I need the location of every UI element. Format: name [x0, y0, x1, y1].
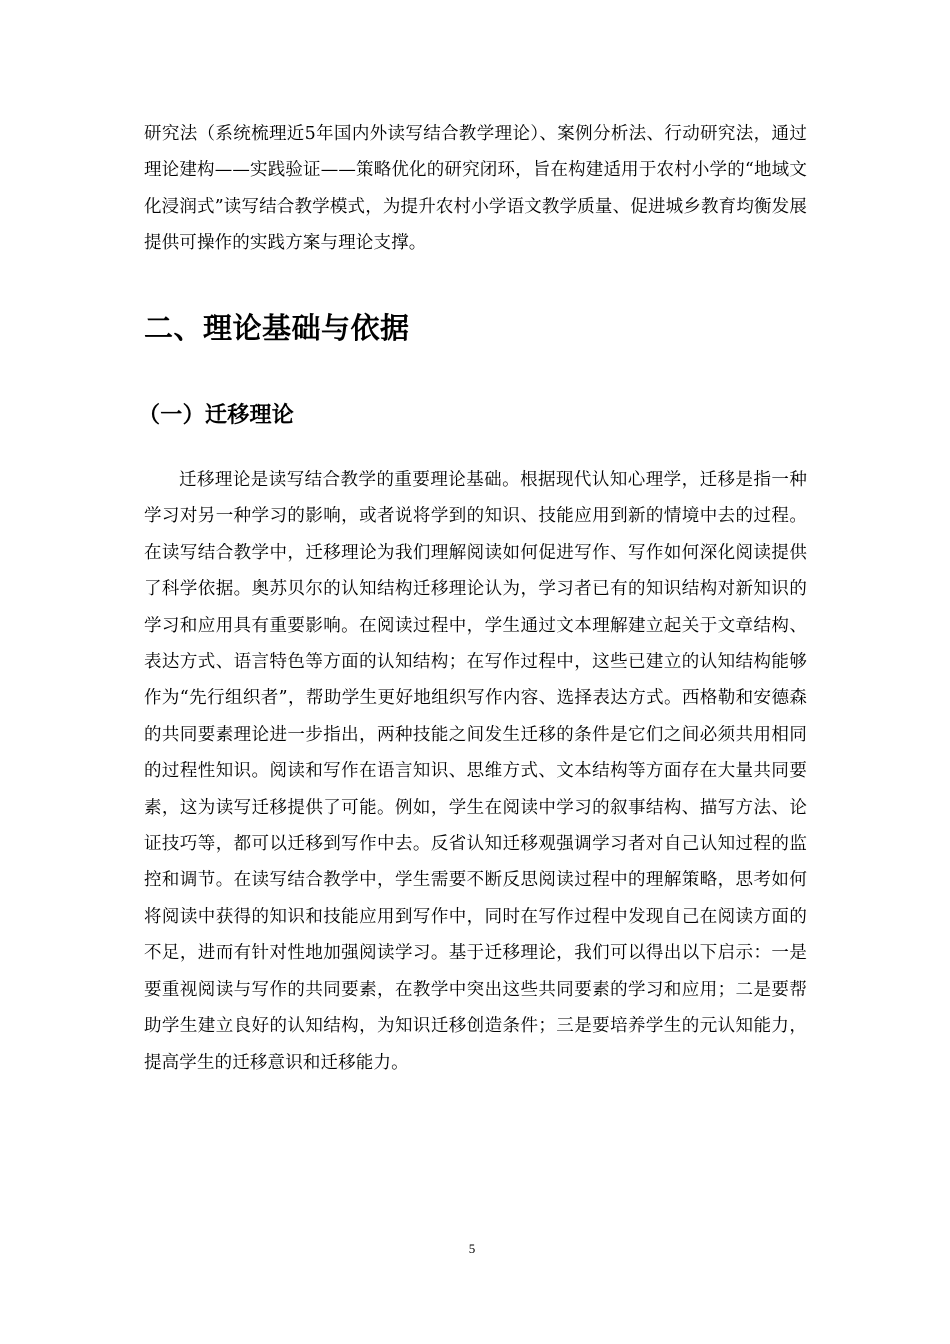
page-number: 5	[468, 1241, 476, 1256]
section-heading: 二、理论基础与依据	[144, 311, 410, 345]
subsection-heading: （一）迁移理论	[138, 403, 295, 428]
intro-paragraph: 研究法（系统梳理近5年国内外读写结合教学理论）、案例分析法、行动研究法，通过理论建构——实践验证——策略优化的研究闭环，旨在构建适用于农村小学的“地域文化浸润式”读写结合教学模式，为提升农村小学语文教学质量、促进城乡教育均衡发展提供可操作的实践方案与理论支撑。	[144, 124, 807, 254]
body-paragraph: 迁移理论是读写结合教学的重要理论基础。根据现代认知心理学，迁移是指一种学习对另一种学习的影响，或者说将学到的知识、技能应用到新的情境中去的过程。在读写结合教学中，迁移理论为我们理解阅读如何促进写作、写作如何深化阅读提供了科学依据。奥苏贝尔的认知结构迁移理论认为，学习者已有的知识结构对新知识的学习和应用具有重要影响。在阅读过程中，学生通过文本理解建立起关于文章结构、表达方式、语言特色等方面的认知结构；在写作过程中，这些已建立的认知结构能够作为“先行组织者”，帮助学生更好地组织写作内容、选择表达方式。西格勒和安德森的共同要素理论进一步指出，两种技能之间发生迁移的条件是它们之间必须共用相同的过程性知识。阅读和写作在语言知识、思维方式、文本结构等方面存在大量共同要素，这为读写迁移提供了可能。例如，学生在阅读中学习的叙事结构、描写方法、论证技巧等，都可以迁移到写作中去。反省认知迁移观强调学习者对自己认知过程的监控和调节。在读写结合教学中，学生需要不断反思阅读过程中的理解策略，思考如何将阅读中获得的知识和技能应用到写作中，同时在写作过程中发现自己在阅读方面的不足，进而有针对性地加强阅读学习。基于迁移理论，我们可以得出以下启示：一是要重视阅读与写作的共同要素，在教学中突出这些共同要素的学习和应用；二是要帮助学生建立良好的认知结构，为知识迁移创造条件；三是要培养学生的元认知能力，提高学生的迁移意识和迁移能力。	[144, 470, 807, 1073]
page-number-footer	[0, 1240, 950, 1258]
